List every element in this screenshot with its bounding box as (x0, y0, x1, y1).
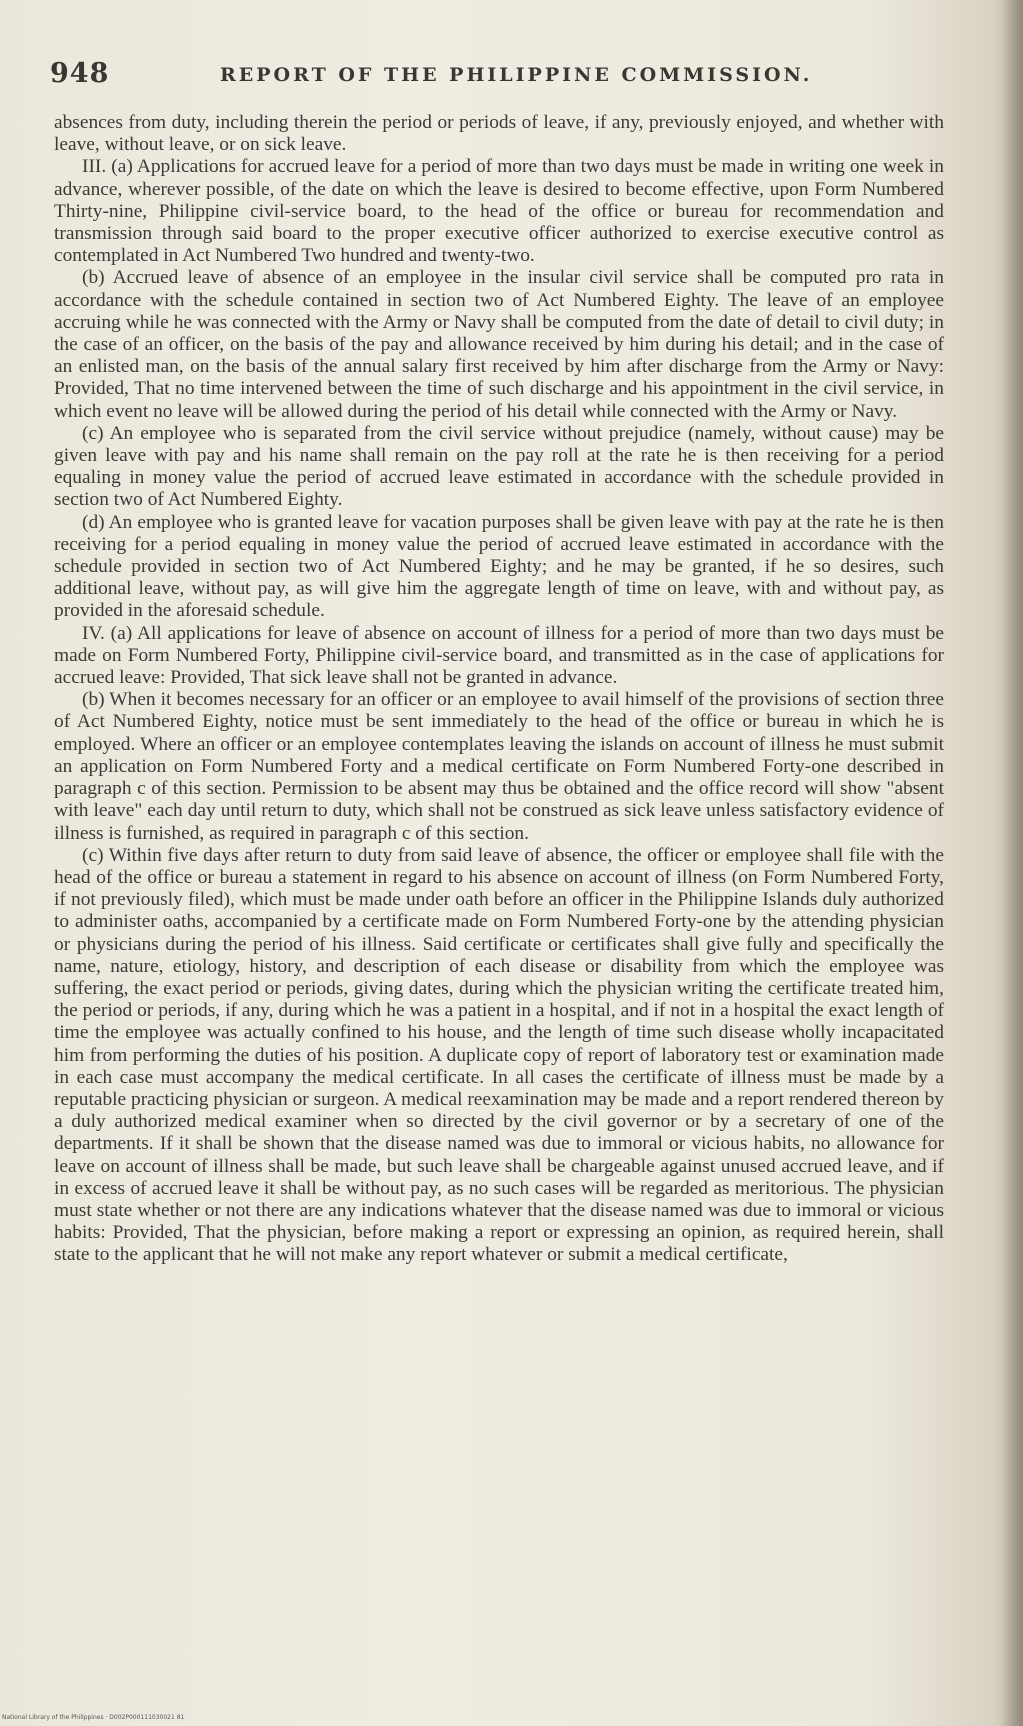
paragraph-section-iv-a: IV. (a) All applications for leave of absence on account of illness for a period of more than two days must be made on Form Numbered Forty, Philippine civil-service board, and transmitted as in the case of applications for accrued leave: Provided, That sick leave shall not be granted in advance. (54, 622, 944, 689)
page-number: 948 (50, 58, 110, 89)
paragraph-section-iii-a: III. (a) Applications for accrued leave for a period of more than two days must be made in writing one week in advance, wherever possible, of the date on which the leave is desired to become effective, upon Form Numbered Thirty-nine, Philippine civil-service board, to the head of the office or bureau for recommendation and transmission through said board to the proper executive officer authorized to exercise executive control as contemplated in Act Numbered Two hundred and twenty-two. (54, 156, 944, 267)
body-text (54, 112, 944, 1692)
paragraph-section-iv-b: (b) When it becomes necessary for an officer or an employee to avail himself of the provisions of section three of Act Numbered Eighty, notice must be sent immediately to the head of the office or bureau in which he is employed. Where an officer or an employee contemplates leaving the islands on account of illness he must submit an application on Form Numbered Forty and a medical certificate on Form Numbered Forty-one described in paragraph c of this section. Permission to be absent may thus be obtained and the office record will show "absent with leave" each day until return to duty, which shall not be construed as sick leave unless satisfactory evidence of illness is furnished, as required in paragraph c of this section. (54, 689, 944, 844)
page-header (50, 58, 950, 98)
paragraph-section-iii-d: (d) An employee who is granted leave for vacation purposes shall be given leave with pay at the rate he is then receiving for a period equaling in money value the period of accrued leave estimated in accordance with the schedule provided in section two of Act Numbered Eighty; and he may be granted, if he so desires, such additional leave, without pay, as will give him the aggregate length of time on leave, with and without pay, as provided in the aforesaid schedule. (54, 511, 944, 622)
paragraph-section-iv-c: (c) Within five days after return to duty from said leave of absence, the officer or employee shall file with the head of the office or bureau a statement in regard to his absence on account of illness (on Form Numbered Forty, if not previously filed), which must be made under oath before an officer in the Philippine Islands duly authorized to administer oaths, accompanied by a certificate made on Form Numbered Forty-one by the attending physician or physicians during the period of his illness. Said certificate or certificates shall give fully and specifically the name, nature, etiology, history, and description of each disease or disability from which the employee was suffering, the exact period or periods, giving dates, during which the physician writing the certificate treated him, the period or periods, if any, during which he was a patient in a hospital, and if not in a hospital the exact length of time the employee was actually confined to his house, and the length of time such disease wholly incapacitated him from performing the duties of his position. A duplicate copy of report of laboratory test or examination made in each case must accompany the medical certificate. In all cases the certificate of illness must be made by a reputable practicing physician or surgeon. A medical reexamination may be made and a report rendered thereon by a duly authorized medical examiner when so directed by the civil governor or by a secretary of one of the departments. If it shall be shown that the disease named was due to immoral or vicious habits, no allowance for leave on account of illness shall be made, but such leave shall be chargeable against unused accrued leave, and if in excess of accrued leave it shall be without pay, as no such cases will be regarded as meritorious. The physician must state whether or not there are any indications whatever that the disease named was due to immoral or vicious habits: Provided, That the physician, before making a report or expressing an opinion, as required herein, shall state to the applicant that he will not make any report whatever or submit a medical certificate, (54, 844, 944, 1266)
scan-footer: National Library of the Philippines · D002P000111030021 81 (2, 1714, 185, 1721)
page-edge-shadow (1001, 0, 1023, 1726)
paragraph-continuation: absences from duty, including therein the period or periods of leave, if any, previously enjoyed, and whether with leave, without leave, or on sick leave. (54, 112, 944, 156)
paragraph-section-iii-b: (b) Accrued leave of absence of an employee in the insular civil service shall be computed pro rata in accordance with the schedule contained in section two of Act Numbered Eighty. The leave of an employee accruing while he was connected with the Army or Navy shall be computed from the date of detail to civil duty; in the case of an officer, on the basis of the pay and allowance received by him during his detail; and in the case of an enlisted man, on the basis of the annual salary first received by him after discharge from the Army or Navy: Provided, That no time intervened between the time of such discharge and his appointment in the civil service, in which event no leave will be allowed during the period of his detail while connected with the Army or Navy. (54, 267, 944, 422)
paragraph-section-iii-c: (c) An employee who is separated from the civil service without prejudice (namely, without cause) may be given leave with pay and his name shall remain on the pay roll at the rate he is then receiving for a period equaling in money value the period of accrued leave estimated in accordance with the schedule provided in section two of Act Numbered Eighty. (54, 422, 944, 511)
running-title: REPORT OF THE PHILIPPINE COMMISSION. (220, 64, 813, 86)
